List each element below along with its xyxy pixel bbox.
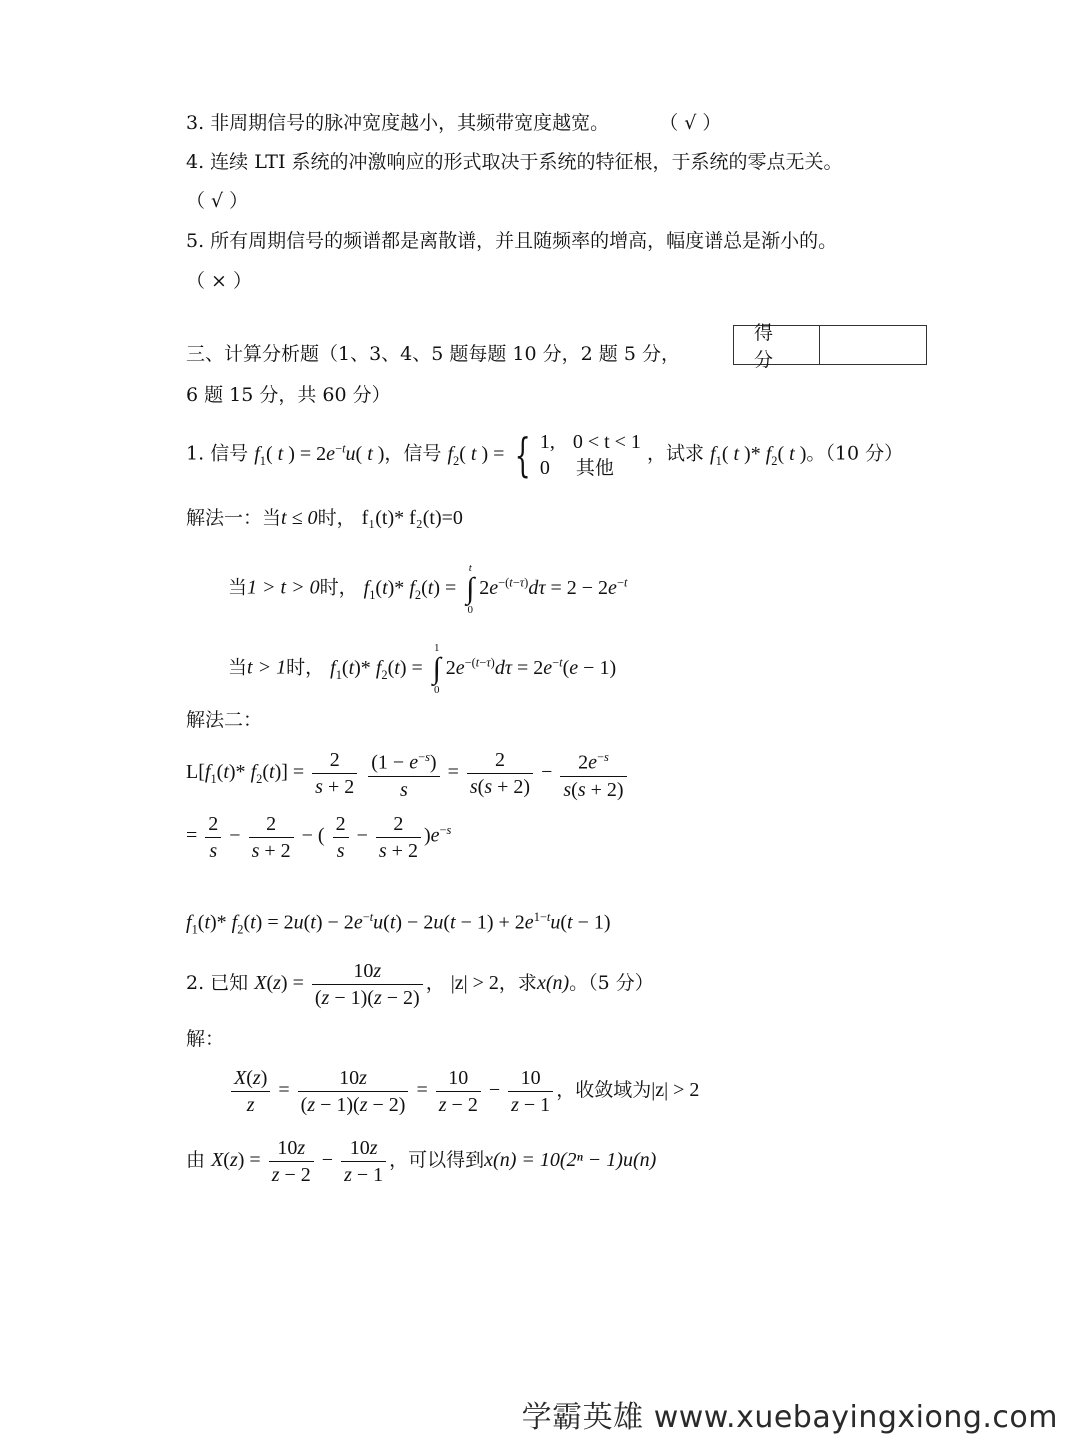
case-c-time: 时， (286, 656, 325, 679)
method-1-line (186, 505, 463, 531)
tf-item-5-mark: （ × ） (186, 270, 252, 292)
partial-fraction-line (228, 1062, 699, 1118)
section-heading-line2: 6 题 15 分，共 60 分） (186, 384, 391, 406)
tf-item-3-mark: （ √ ） (659, 112, 722, 134)
laplace-equation-1: $L[f_1(t)*$ $f_2(t)$] = $\frac{2}{s + 2}$ $\frac{(1 - e^{-s})}{s}$ = $\frac{2}{s(s + 2)}$ − $\frac{2e^{-s}}{s(s + 2)}$ (186, 744, 630, 807)
method-1-result: f₁(t)* f₂(t)=0 (361, 507, 463, 529)
case-c-equation: $f_1(t)*$ $f_2(t)$ = 1 ∫ 0 $2e^{-(t-\tau)}d\tau = 2e^{-t}(e - 1)$ (330, 642, 617, 697)
tf-item-4: 4. 连续 LTI 系统的冲激响应的形式取决于系统的特征根，于系统的零点无关。 (186, 151, 843, 173)
score-label: 得分 (734, 326, 820, 364)
final-from: 由 (186, 1149, 206, 1171)
xz-decomposition: X(z) = $\frac{10z}{z - 2}$ − $\frac{10z}{z - 1}$ (211, 1149, 389, 1171)
problem-1-tail: 。（10 分） (806, 442, 904, 465)
partial-fraction-equation: $\frac{X(z)}{z}$ = $\frac{10z}{(z - 1)(z - 2)}$ = $\frac{10}{z - 2}$ − $\frac{10}{z - 1}$ (228, 1079, 556, 1101)
problem-2-lead: 2. 已知 (186, 972, 249, 994)
problem-2-xz: X(z) = $\frac{10z}{(z - 1)(z - 2)}$ (254, 972, 425, 994)
integral-sign: 1 ∫ 0 (432, 642, 441, 697)
case-b-condition: 1 > t > 0 (247, 576, 320, 599)
problem-2-target: x(n) (536, 972, 570, 994)
watermark: 学霸英雄 www.xuebayingxiong.com (521, 1400, 1058, 1435)
problem-1-lead: 1. 信号 (186, 442, 249, 465)
method-1-case-c (228, 636, 616, 701)
problem-2-statement (186, 955, 654, 1011)
tf-item-3 (186, 110, 721, 136)
case-b-prefix: 当 (228, 576, 248, 599)
cases-brace: { (515, 427, 532, 482)
case-2-value: 0 (539, 456, 550, 479)
problem-1-mid: ，信号 (384, 442, 442, 465)
method-2-label: 解法二： (186, 709, 263, 731)
signal-f2: $f_2$( t ) = (447, 442, 505, 468)
roc-condition: |z| > 2 (651, 1079, 700, 1101)
f2-cases (540, 429, 641, 481)
convolution-result: $f_1(t)*$ $f_2(t) = 2u(t) - 2e^{-t}u(t) - 2u(t - 1) + 2e^{1-t}u(t - 1)$ (186, 910, 611, 937)
problem-1-statement (186, 422, 903, 487)
method-1-time: 时， (317, 507, 356, 529)
tf-item-5: 5. 所有周期信号的频谱都是离散谱，并且随频率的增高，幅度谱总是渐小的。 (186, 230, 838, 252)
case-c-prefix: 当 (228, 656, 248, 679)
problem-2-separator: ， (425, 972, 445, 994)
method-1-label: 解法一：当 (186, 507, 282, 529)
case-b-time: 时， (319, 576, 358, 599)
case-2-condition: 其他 (575, 456, 614, 479)
case-1-value: 1, (539, 430, 555, 453)
score-field[interactable] (820, 326, 926, 364)
signal-f1: $f_1$( t ) = $2e^{-t}u$( t ) (254, 441, 385, 468)
problem-1-ask: ，试求 (646, 442, 704, 465)
section-heading-line1: 三、计算分析题（1、3、4、5 题每题 10 分，2 题 5 分， (186, 343, 680, 365)
case-c-condition: t > 1 (247, 656, 287, 679)
problem-2-tail: 。（5 分） (569, 972, 654, 994)
integral-sign: t ∫ 0 (466, 562, 475, 617)
problem-2-ask: ，求 (498, 972, 537, 994)
tf-item-4-mark: （ √ ） (186, 190, 249, 212)
problem-2-solution-label: 解： (186, 1028, 225, 1050)
convolution-target: $f_1$( t )* $f_2$( t ) (710, 442, 807, 468)
final-result-line (186, 1132, 656, 1188)
score-box (733, 322, 927, 371)
final-then: ，可以得到 (389, 1149, 485, 1171)
laplace-equation-2: = $\frac{2}{s}$ − $\frac{2}{s + 2}$ − ( $\frac{2}{s}$ − $\frac{2}{s + 2}$ )$e^{-s}$ (186, 812, 452, 862)
tf-item-3-text: 3. 非周期信号的脉冲宽度越小，其频带宽度越宽。 (186, 112, 610, 134)
method-1-case-b (228, 556, 627, 621)
final-result: x(n) = 10(2ⁿ − 1)u(n) (484, 1149, 657, 1171)
problem-2-condition: |z| > 2 (450, 972, 499, 994)
roc-text: ，收敛域为 (556, 1079, 652, 1101)
method-1-condition: t ≤ 0 (281, 507, 318, 529)
case-b-equation: $f_1(t)*$ $f_2(t)$ = t ∫ 0 $2e^{-(t-\tau)}d\tau = 2 - 2e^{-t}$ (363, 562, 628, 617)
case-1-condition: 0 < t < 1 (572, 430, 641, 453)
